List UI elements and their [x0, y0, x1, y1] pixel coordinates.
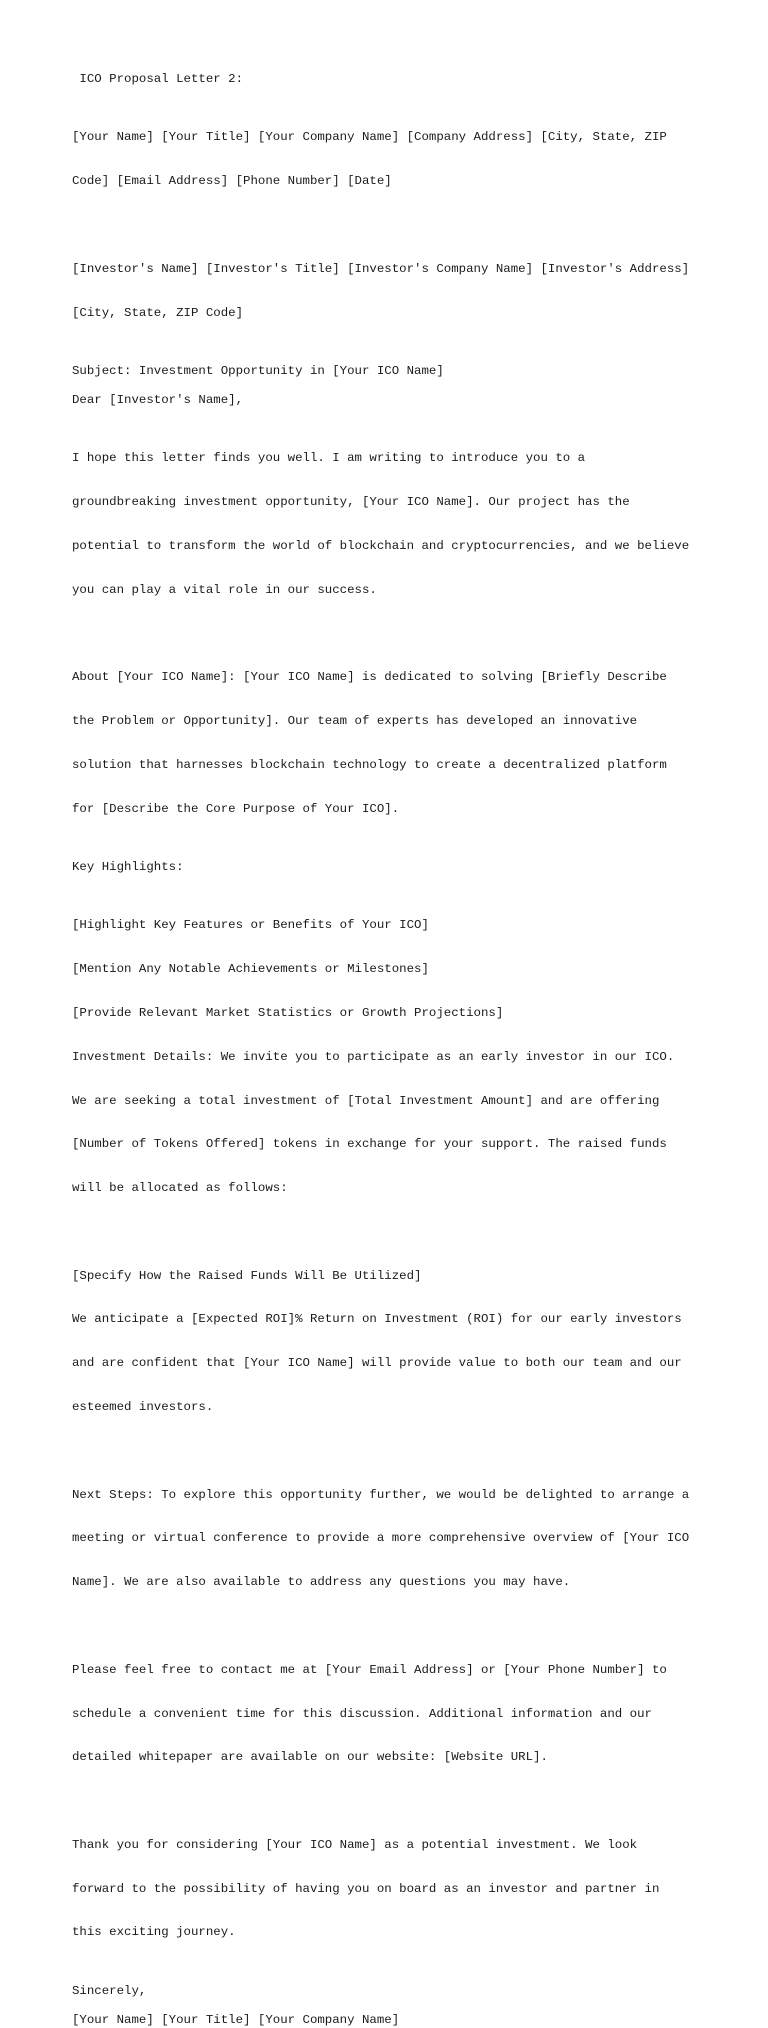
- about-line: for [Describe the Core Purpose of Your ICO].: [72, 801, 400, 816]
- funds-and-roi: [72, 1240, 712, 1444]
- about-line: solution that harnesses blockchain technology to create a decentralized platform: [72, 757, 667, 772]
- investment-details-line: Investment Details: We invite you to participate as an early investor in our ICO.: [72, 1049, 675, 1064]
- sender-block: [72, 101, 712, 218]
- contact-line: schedule a convenient time for this discussion. Additional information and our: [72, 1706, 652, 1721]
- thanks-line: Thank you for considering [Your ICO Name] as a potential investment. We look: [72, 1837, 638, 1852]
- roi-line: We anticipate a [Expected ROI]% Return on Investment (ROI) for our early investors: [72, 1312, 682, 1327]
- investment-details-line: [Number of Tokens Offered] tokens in exchange for your support. The raised funds: [72, 1137, 667, 1152]
- next-steps-paragraph: [72, 1458, 712, 1619]
- signature: [Your Name] [Your Title] [Your Company Name]: [72, 2012, 400, 2027]
- roi-line: and are confident that [Your ICO Name] will provide value to both our team and our: [72, 1356, 682, 1371]
- intro-line: groundbreaking investment opportunity, [Your ICO Name]. Our project has the: [72, 495, 630, 510]
- about-paragraph: [72, 641, 712, 845]
- about-line: About [Your ICO Name]: [Your ICO Name] is dedicated to solving [Briefly Describe: [72, 670, 667, 685]
- letter-title: ICO Proposal Letter 2:: [72, 72, 244, 86]
- salutation: Dear [Investor's Name],: [72, 393, 244, 408]
- roi-line: esteemed investors.: [72, 1400, 214, 1415]
- recipient-block: [72, 233, 712, 350]
- contact-line: Please feel free to contact me at [Your Email Address] or [Your Phone Number] to: [72, 1662, 667, 1677]
- highlight-item: [Provide Relevant Market Statistics or Growth Projections]: [72, 1006, 504, 1020]
- intro-line: I hope this letter finds you well. I am writing to introduce you to a: [72, 451, 586, 466]
- thanks-line: forward to the possibility of having you on board as an investor and partner in: [72, 1881, 660, 1896]
- next-steps-line: meeting or virtual conference to provide a more comprehensive overview of [Your ICO: [72, 1531, 690, 1546]
- investment-details-line: will be allocated as follows:: [72, 1181, 288, 1196]
- next-steps-line: Name]. We are also available to address any questions you may have.: [72, 1575, 571, 1590]
- recipient-line: [City, State, ZIP Code]: [72, 305, 244, 320]
- thanks-paragraph: [72, 1809, 712, 1970]
- contact-paragraph: [72, 1634, 712, 1795]
- about-line: the Problem or Opportunity]. Our team of experts has developed an innovative: [72, 714, 638, 729]
- contact-line: detailed whitepaper are available on our website: [Website URL].: [72, 1750, 548, 1765]
- highlight-item: [Highlight Key Features or Benefits of Your ICO]: [72, 918, 429, 933]
- intro-line: potential to transform the world of blockchain and cryptocurrencies, and we believe: [72, 539, 690, 553]
- funds-line: [Specify How the Raised Funds Will Be Utilized]: [72, 1268, 422, 1283]
- letter-document: [72, 72, 712, 2028]
- investment-details-line: We are seeking a total investment of [Total Investment Amount] and are offering: [72, 1093, 660, 1108]
- highlights-and-details: [72, 889, 712, 1225]
- next-steps-line: Next Steps: To explore this opportunity further, we would be delighted to arrange a: [72, 1487, 690, 1502]
- sender-line: [Your Name] [Your Title] [Your Company Name] [Company Address] [City, State, ZIP: [72, 130, 667, 145]
- closing: Sincerely,: [72, 1983, 147, 1998]
- thanks-line: this exciting journey.: [72, 1925, 236, 1940]
- recipient-line: [Investor's Name] [Investor's Title] [Investor's Company Name] [Investor's Address]: [72, 261, 690, 276]
- intro-line: you can play a vital role in our success.: [72, 582, 377, 597]
- highlight-item: [Mention Any Notable Achievements or Milestones]: [72, 962, 429, 977]
- sender-line: Code] [Email Address] [Phone Number] [Date]: [72, 174, 392, 189]
- subject-line: Subject: Investment Opportunity in [Your ICO Name]: [72, 363, 444, 378]
- highlights-heading: Key Highlights:: [72, 860, 184, 875]
- intro-paragraph: [72, 422, 712, 626]
